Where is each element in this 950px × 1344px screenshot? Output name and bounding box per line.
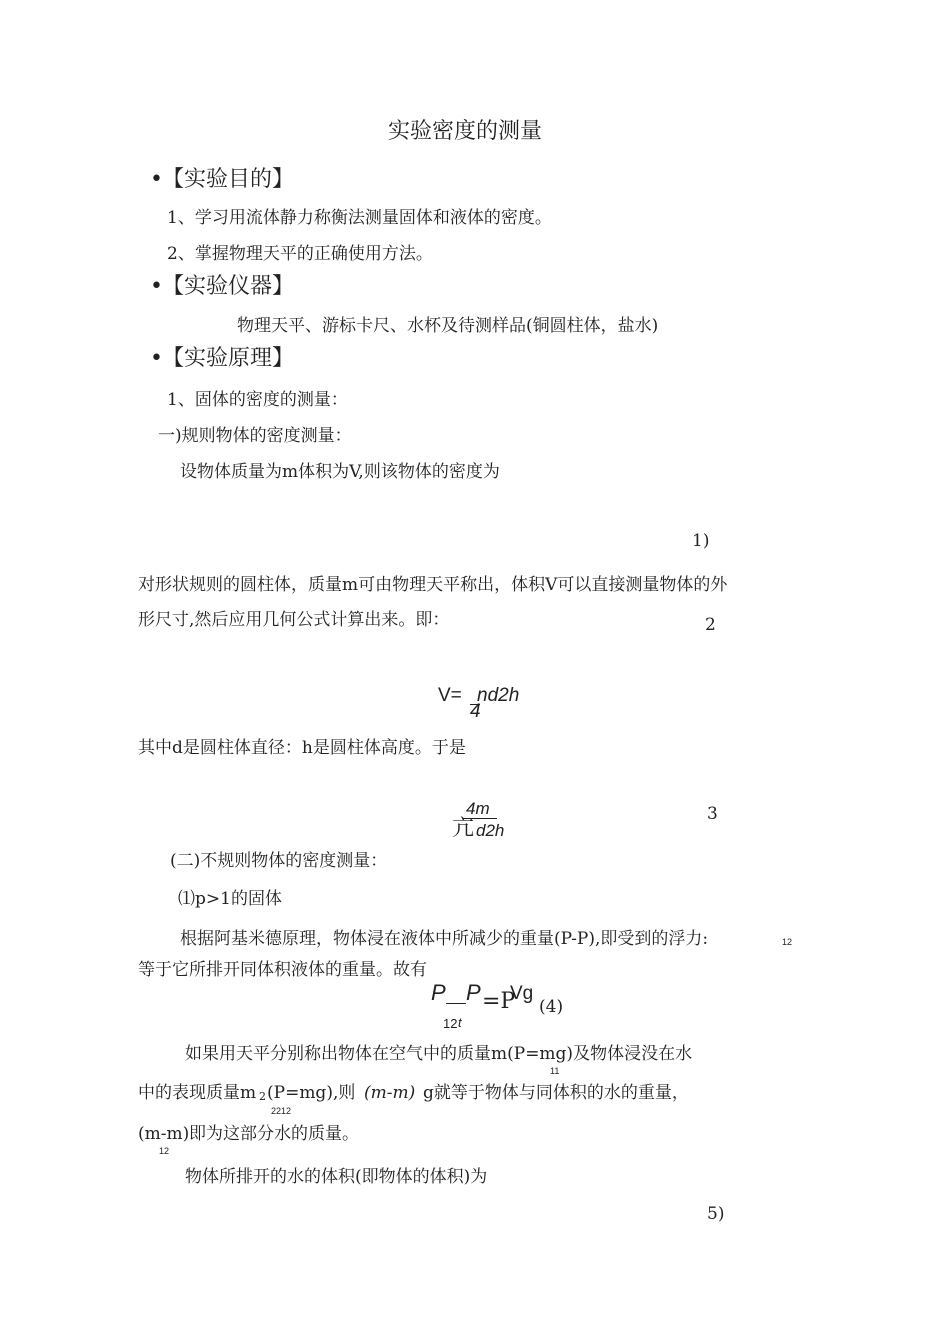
paragraph-1: 设物体质量为m体积为V,则该物体的密度为 — [180, 462, 500, 482]
eq2-denominator: 4 — [470, 701, 481, 722]
case-1: ⑴p>1的固体 — [178, 889, 282, 909]
equation-number-5: 5) — [707, 1204, 725, 1224]
eq3-numerator: 4m — [466, 799, 490, 818]
paragraph-5-mm: (m-m) — [364, 1083, 416, 1103]
paragraph-2-line-1: 对形状规则的圆柱体，质量m可由物理天平称出，体积V可以直接测量物体的外 — [138, 575, 728, 595]
paragraph-5-subscript-1: 11 — [550, 1066, 560, 1076]
paragraph-3: 其中d是圆柱体直径：h是圆柱体高度。于是 — [138, 738, 466, 758]
equation-number-3: 3 — [707, 804, 718, 824]
purpose-item-1: 1、学习用流体静力称衡法测量固体和液体的密度。 — [167, 208, 552, 228]
paragraph-4-line-1: 根据阿基米德原理，物体浸在液体中所减少的重量(P-P),即受到的浮力: — [180, 929, 709, 949]
principle-sub1a: 一)规则物体的密度测量： — [158, 426, 352, 446]
eq4-subscript: 12 — [443, 1016, 458, 1031]
section-heading-principle: 【实验原理】 — [162, 346, 295, 371]
equation-number-1: 1) — [692, 531, 710, 551]
eq2-lhs: V= — [438, 685, 462, 706]
eq2-rhs: nd2h — [477, 685, 520, 706]
eq4-p2: P — [466, 980, 481, 1005]
paragraph-5-subscript-3: 12 — [159, 1146, 170, 1156]
eq4-minus-bar — [446, 1003, 466, 1004]
paragraph-5-subscript-2: 2212 — [271, 1106, 292, 1116]
bullet: • — [150, 346, 163, 371]
paragraph-2-line-2: 形尺寸,然后应用几何公式计算出来。即： — [138, 610, 450, 630]
paragraph-6: 物体所排开的水的体积(即物体的体积)为 — [185, 1167, 488, 1187]
eq4-equals: =P — [482, 989, 516, 1014]
paragraph-5-line-3b: 即为这部分水的质量。 — [189, 1124, 359, 1144]
eq4-t: t — [458, 1015, 462, 1030]
eq3-denominator: d2h — [476, 821, 505, 840]
paragraph-5-line-2b: 2 — [259, 1090, 266, 1103]
paragraph-5-line-2a: 中的表现质量m — [138, 1083, 257, 1103]
eq4-p1: P — [431, 980, 446, 1005]
paragraph-5-line-2d: g就等于物体与同体积的水的重量， — [423, 1083, 689, 1103]
apparatus-text: 物理天平、游标卡尺、水杯及待测样品(铜圆柱体，盐水) — [237, 316, 659, 336]
principle-sub1b: (二)不规则物体的密度测量： — [170, 851, 388, 871]
paragraph-4-subscript: 12 — [782, 937, 793, 947]
equation-number-2: 2 — [705, 615, 716, 635]
section-heading-purpose: 【实验目的】 — [162, 167, 295, 192]
paragraph-5-line-3a: (m-m) — [138, 1124, 190, 1144]
equation-number-4: (4) — [539, 997, 564, 1017]
principle-sub1: 1、固体的密度的测量： — [167, 390, 348, 410]
paragraph-5-line-1: 如果用天平分别称出物体在空气中的质量m(P=mg)及物体浸没在水 — [185, 1044, 693, 1064]
purpose-item-2: 2、掌握物理天平的正确使用方法。 — [167, 244, 433, 264]
eq4-vg: Vg — [510, 983, 534, 1004]
bullet: • — [150, 167, 163, 192]
paragraph-4-line-2: 等于它所排开同体积液体的重量。故有 — [138, 960, 427, 980]
section-heading-apparatus: 【实验仪器】 — [162, 274, 295, 299]
page-title: 实验密度的测量 — [388, 119, 543, 144]
eq3-lhs: 亢 — [452, 816, 475, 841]
bullet: • — [150, 274, 163, 299]
paragraph-5-line-2c: (P=mg),则 — [267, 1083, 356, 1103]
